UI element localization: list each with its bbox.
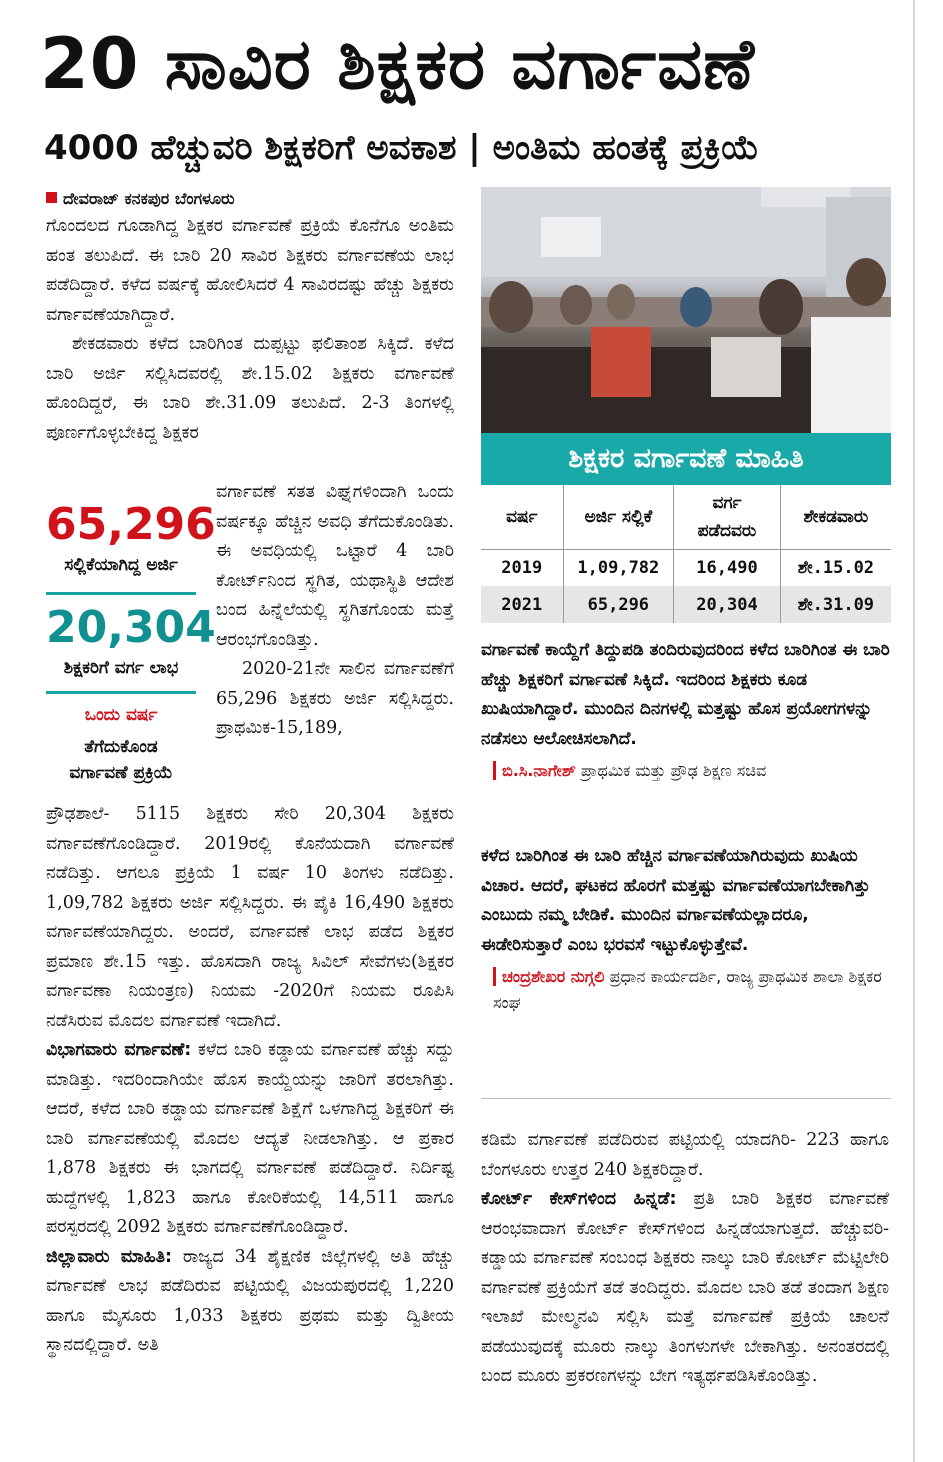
subheading-district: ಜಿಲ್ಲಾವಾರು ಮಾಹಿತಿ: — [46, 1246, 173, 1267]
section-divider — [481, 1098, 891, 1099]
cell-transferred: 16,490 — [674, 549, 781, 586]
quote-union-attribution — [481, 964, 891, 1016]
paragraph-district-text: ರಾಜ್ಯದ 34 ಶೈಕ್ಷಣಿಕ ಜಿಲ್ಲೆಗಳಲ್ಲಿ ಅತಿ ಹೆಚ್ಚು ವರ್ಗಾವಣೆ ಲಾಭ ಪಡೆದಿರುವ ಪಟ್ಟಿಯಲ್ಲಿ ವಿಜಯಪುರದಲ್ಲಿ 1,220 ಹಾಗೂ ಮೈಸೂರು 1,033 ಶಿಕ್ಷಕರು ಪ್ರಥಮ ಮತ್ತು ದ್ವಿತೀಯ ಸ್ಥಾನದಲ್ಲಿದ್ದಾರೆ. ಅತಿ — [46, 1246, 454, 1355]
paragraph-applications: 2020-21ನೇ ಸಾಲಿನ ವರ್ಗಾವಣೆಗೆ 65,296 ಶಿಕ್ಷಕರು ಅರ್ಜಿ ಸಲ್ಲಿಸಿದ್ದರು. ಪ್ರಾಥಮಿಕ-15,189, — [216, 659, 454, 738]
paragraph-division-text: ಕಳೆದ ಬಾರಿ ಕಡ್ಡಾಯ ವರ್ಗಾವಣೆ ಹೆಚ್ಚು ಸದ್ದು ಮಾಡಿತ್ತು. ಇದರಿಂದಾಗಿಯೇ ಹೊಸ ಕಾಯ್ದೆಯನ್ನು ಜಾರಿಗೆ ತರಲಾಗಿತ್ತು. ಆದರೆ, ಕಳೆದ ಬಾರಿ ಕಡ್ಡಾಯ ವರ್ಗಾವಣೆ ಶಿಕ್ಷೆಗೆ ಒಳಗಾಗಿದ್ದ ಶಿಕ್ಷಕರಿಗೆ ಈ ಬಾರಿ ವರ್ಗಾವಣೆಯಲ್ಲಿ ಮೊದಲ ಆದ್ಯತೆ ನೀಡಲಾಗಿತ್ತು. ಆ ಪ್ರಕಾರ 1,878 ಶಿಕ್ಷಕರು ಈ ಭಾಗದಲ್ಲಿ ವರ್ಗಾವಣೆ ಪಡೆದಿದ್ದಾರೆ. ನಿರ್ದಿಷ್ಟ ಹುದ್ದೆಗಳಲ್ಲಿ 1,823 ಹಾಗೂ ಕೋರಿಕೆಯಲ್ಲಿ 14,511 ಹಾಗೂ ಪರಸ್ಪರದಲ್ಲಿ 2092 ಶಿಕ್ಷಕರು ವರ್ಗಾವಣೆಗೊಂಡಿದ್ದಾರೆ. — [46, 1040, 454, 1237]
cell-year: 2019 — [481, 549, 563, 586]
paragraph-court-text: ಪ್ರತಿ ಬಾರಿ ಶಿಕ್ಷಕರ ವರ್ಗಾವಣೆ ಆರಂಭವಾದಾಗ ಕೋರ್ಟ್ ಕೇಸ್‌ಗಳಿಂದ ಹಿನ್ನಡೆಯಾಗುತ್ತದೆ. ಹೆಚ್ಚುವರಿ-ಕಡ್ಡಾಯ ವರ್ಗಾವಣೆ ಸಂಬಂಧ ಶಿಕ್ಷಕರು ನಾಲ್ಕು ಬಾರಿ ಕೋರ್ಟ್ ಮೆಟ್ಟಿಲೇರಿ ವರ್ಗಾವಣೆ ಪ್ರಕ್ರಿಯೆಗೆ ತಡೆ ತಂದಿದ್ದರು. ಮೊದಲ ಬಾರಿ ತಡೆ ತಂದಾಗ ಶಿಕ್ಷಣ ಇಲಾಖೆ ಮೇಲ್ಮನವಿ ಸಲ್ಲಿಸಿ ಮತ್ತೆ ವರ್ಗಾವಣೆ ಪ್ರಕ್ರಿಯೆ ಚಾಲನೆ ಪಡೆಯುವುದಕ್ಕೆ ಮೂರು ನಾಲ್ಕು ತಿಂಗಳುಗಳೇ ಬೇಕಾಗಿತ್ತು. ಅನಂತರದಲ್ಲಿ ಬಂದ ಮೂರು ಪ್ರಕರಣಗಳನ್ನು ಬೇಗ ಇತ್ಯರ್ಥಪಡಿಸಿಕೊಂಡಿತ್ತು. — [481, 1189, 890, 1386]
cell-year: 2021 — [481, 586, 563, 623]
cell-applications: 65,296 — [563, 586, 674, 623]
col-header-applications: ಅರ್ಜಿ ಸಲ್ಲಿಕೆ — [563, 485, 674, 549]
transfer-info-table — [481, 433, 891, 623]
quote-union-role: ಪ್ರಧಾನ ಕಾರ್ಯದರ್ಶಿ, ರಾಜ್ಯ ಪ್ರಾಥಮಿಕ ಶಾಲಾ ಶಿಕ್ಷಕರ ಸಂಘ — [493, 967, 882, 1012]
paragraph-delay: ವರ್ಗಾವಣೆ ಸತತ ವಿಘ್ನಗಳಿಂದಾಗಿ ಒಂದು ವರ್ಷಕ್ಕೂ ಹೆಚ್ಚಿನ ಅವಧಿ ತೆಗೆದುಕೊಂಡಿತು. ಈ ಅವಧಿಯಲ್ಲಿ ಒಟ್ಟಾರೆ 4 ಬಾರಿ ಕೋರ್ಟ್‌ನಿಂದ ಸ್ಥಗಿತ, ಯಥಾಸ್ಥಿತಿ ಆದೇಶ ಬಂದ ಹಿನ್ನೆಲೆಯಲ್ಲಿ ಸ್ಥಗಿತಗೊಂಡು ಮತ್ತೆ ಆರಂಭಗೊಂಡಿತ್ತು. — [216, 482, 454, 650]
left-column-bottom — [46, 800, 454, 1361]
stat-divider — [46, 592, 196, 595]
paragraph-totals: ಪ್ರೌಢಶಾಲೆ- 5115 ಶಿಕ್ಷಕರು ಸೇರಿ 20,304 ಶಿಕ್ಷಕರು ವರ್ಗಾವಣೆಗೊಂಡಿದ್ದಾರೆ. 2019ರಲ್ಲಿ ಕೊನೆಯದಾಗಿ ವರ್ಗಾವಣೆ ನಡೆದಿತ್ತು. ಆಗಲೂ ಪ್ರಕ್ರಿಯೆ 1 ವರ್ಷ 10 ತಿಂಗಳು ನಡೆದಿತ್ತು. 1,09,782 ಶಿಕ್ಷಕರು ಅರ್ಜಿ ಸಲ್ಲಿಸಿದ್ದರು. ಈ ಪೈಕಿ 16,490 ಶಿಕ್ಷಕರು ವರ್ಗಾವಣೆಯಾಗಿದ್ದರು. ಅಂದರೆ, ವರ್ಗಾವಣೆ ಲಾಭ ಪಡೆದ ಶಿಕ್ಷಕರ ಪ್ರಮಾಣ ಶೇ.15 ಇತ್ತು. ಹೊಸದಾಗಿ ರಾಜ್ಯ ಸಿವಿಲ್ ಸೇವೆಗಳು(ಶಿಕ್ಷಕರ ವರ್ಗಾವಣಾ ನಿಯಂತ್ರಣ) ನಿಯಮ -2020ಗೆ ನಿಯಮ ರೂಪಿಸಿ ನಡೆಸಿರುವ ಮೊದಲ ವರ್ಗಾವಣೆ ಇದಾಗಿದೆ. — [46, 804, 454, 1031]
quote-minister — [481, 636, 891, 784]
byline-square-icon — [46, 192, 57, 203]
quote-union-name: ಚಂದ್ರಶೇಖರ ನುಗ್ಗಲಿ — [493, 967, 605, 986]
col-header-percentage: ಶೇಕಡವಾರು — [780, 485, 891, 549]
table-row — [481, 549, 891, 586]
quote-minister-attribution — [481, 758, 891, 784]
paragraph-division — [46, 1036, 454, 1243]
paragraph-court — [481, 1185, 889, 1392]
stat-transfers-label: ಶಿಕ್ಷಕರಿಗೆ ವರ್ಗ ಲಾಭ — [63, 658, 179, 678]
left-column-top — [46, 212, 454, 448]
right-column-bottom — [481, 1126, 889, 1392]
stat-duration-label: ವರ್ಗಾವಣೆ ಪ್ರಕ್ರಿಯೆ — [69, 763, 173, 783]
meeting-photo — [481, 187, 891, 433]
stat-duration-value: ಒಂದು ವರ್ಷ — [84, 705, 158, 725]
quote-union — [481, 842, 891, 1016]
quote-minister-name: ಬಿ.ಸಿ.ನಾಗೇಶ್ — [493, 761, 576, 780]
quote-minister-role: ಪ್ರಾಥಮಿಕ ಮತ್ತು ಪ್ರೌಢ ಶಿಕ್ಷಣ ಸಚಿವ — [580, 761, 767, 780]
paragraph-district — [46, 1243, 454, 1361]
stat-divider — [46, 691, 196, 694]
photo-illustration — [481, 187, 891, 433]
stat-applications-value: 65,296 — [46, 499, 216, 550]
table-title: ಶಿಕ್ಷಕರ ವರ್ಗಾವಣೆ ಮಾಹಿತಿ — [481, 433, 891, 485]
paragraph-lowest: ಕಡಿಮೆ ವರ್ಗಾವಣೆ ಪಡೆದಿರುವ ಪಟ್ಟಿಯಲ್ಲಿ ಯಾದಗಿರಿ- 223 ಹಾಗೂ ಬೆಂಗಳೂರು ಉತ್ತರ 240 ಶಿಕ್ಷಕರಿದ್ದಾರೆ. — [481, 1130, 889, 1180]
byline-text: ದೇವರಾಜ್ ಕನಕಪುರ ಬೆಂಗಳೂರು — [63, 189, 235, 208]
byline — [46, 188, 466, 210]
paragraph-percentage: ಶೇಕಡವಾರು ಕಳೆದ ಬಾರಿಗಿಂತ ದುಪ್ಪಟ್ಟು ಫಲಿತಾಂಶ ಸಿಕ್ಕಿದೆ. ಕಳೆದ ಬಾರಿ ಅರ್ಜಿ ಸಲ್ಲಿಸಿದವರಲ್ಲಿ ಶೇ.15.02 ಶಿಕ್ಷಕರು ವರ್ಗಾವಣೆ ಹೊಂದಿದ್ದರೆ, ಈ ಬಾರಿ ಶೇ.31.09 ತಲುಪಿದೆ. 2-3 ತಿಂಗಳಲ್ಲಿ ಪೂರ್ಣಗೊಳ್ಳಬೇಕಿದ್ದ ಶಿಕ್ಷಕರ — [46, 334, 454, 443]
stat-applications-label: ಸಲ್ಲಿಕೆಯಾಗಿದ್ದ ಅರ್ಜಿ — [64, 555, 178, 575]
quote-union-text: ಕಳೆದ ಬಾರಿಗಿಂತ ಈ ಬಾರಿ ಹೆಚ್ಚಿನ ವರ್ಗಾವಣೆಯಾಗಿರುವುದು ಖುಷಿಯ ವಿಚಾರ. ಆದರೆ, ಘಟಕದ ಹೊರಗೆ ಮತ್ತಷ್ಟು ವರ್ಗಾವಣೆಯಾಗಬೇಕಾಗಿತ್ತು ಎಂಬುದು ನಮ್ಮ ಬೇಡಿಕೆ. ಮುಂದಿನ ವರ್ಗಾವಣೆಯಲ್ಲಾದರೂ, ಈಡೇರಿಸುತ್ತಾರೆ ಎಂಬ ಭರವಸೆ ಇಟ್ಟುಕೊಳ್ಳುತ್ತೇವೆ. — [481, 846, 871, 955]
subheading-division: ವಿಭಾಗವಾರು ವರ್ಗಾವಣೆ: — [46, 1040, 192, 1060]
cell-transferred: 20,304 — [674, 586, 781, 623]
quote-minister-text: ವರ್ಗಾವಣೆ ಕಾಯ್ದೆಗೆ ತಿದ್ದುಪಡಿ ತಂದಿರುವುದರಿಂದ ಕಳೆದ ಬಾರಿಗಿಂತ ಈ ಬಾರಿ ಹೆಚ್ಚು ಶಿಕ್ಷಕರಿಗೆ ವರ್ಗಾವಣೆ ಸಿಕ್ಕಿದೆ. ಇದರಿಂದ ಶಿಕ್ಷಕರು ಕೂಡ ಖುಷಿಯಾಗಿದ್ದಾರೆ. ಮುಂದಿನ ದಿನಗಳಲ್ಲಿ ಮತ್ತಷ್ಟು ಹೊಸ ಪ್ರಯೋಗಗಳನ್ನು ನಡೆಸಲು ಆಲೋಚಿಸಲಾಗಿದೆ. — [481, 640, 890, 749]
table-row — [481, 586, 891, 623]
subheading-court: ಕೋರ್ಟ್ ಕೇಸ್‌ಗಳಿಂದ ಹಿನ್ನಡೆ: — [481, 1189, 677, 1209]
stat-transfers-value: 20,304 — [46, 602, 216, 653]
subheadline: 4000 ಹೆಚ್ಚುವರಿ ಶಿಕ್ಷಕರಿಗೆ ಅವಕಾಶ | ಅಂತಿಮ ಹಂತಕ್ಕೆ ಪ್ರಕ್ರಿಯೆ — [44, 128, 759, 168]
headline: 20 ಸಾವಿರ ಶಿಕ್ಷಕರ ವರ್ಗಾವಣೆ — [40, 23, 756, 105]
stat-duration-label: ತೆಗೆದುಕೊಂಡ — [84, 737, 158, 757]
paragraph-intro: ಗೊಂದಲದ ಗೂಡಾಗಿದ್ದ ಶಿಕ್ಷಕರ ವರ್ಗಾವಣೆ ಪ್ರಕ್ರಿಯೆ ಕೊನೆಗೂ ಅಂತಿಮ ಹಂತ ತಲುಪಿದೆ. ಈ ಬಾರಿ 20 ಸಾವಿರ ಶಿಕ್ಷಕರು ವರ್ಗಾವಣೆಯ ಲಾಭ ಪಡೆದಿದ್ದಾರೆ. ಕಳೆದ ವರ್ಷಕ್ಕೆ ಹೋಲಿಸಿದರೆ 4 ಸಾವಿರದಷ್ಟು ಹೆಚ್ಚು ಶಿಕ್ಷಕರು ವರ್ಗಾವಣೆಯಾಗಿದ್ದಾರೆ. — [46, 216, 454, 325]
cell-percentage: ಶೇ.15.02 — [780, 549, 891, 586]
cell-applications: 1,09,782 — [563, 549, 674, 586]
col-header-year: ವರ್ಷ — [481, 485, 563, 549]
data-table — [481, 485, 891, 623]
stats-sidebar — [46, 498, 216, 786]
page-edge — [913, 0, 915, 1462]
cell-percentage: ಶೇ.31.09 — [780, 586, 891, 623]
left-column-narrow — [216, 478, 454, 744]
col-header-transferred: ವರ್ಗ ಪಡೆದವರು — [674, 485, 781, 549]
